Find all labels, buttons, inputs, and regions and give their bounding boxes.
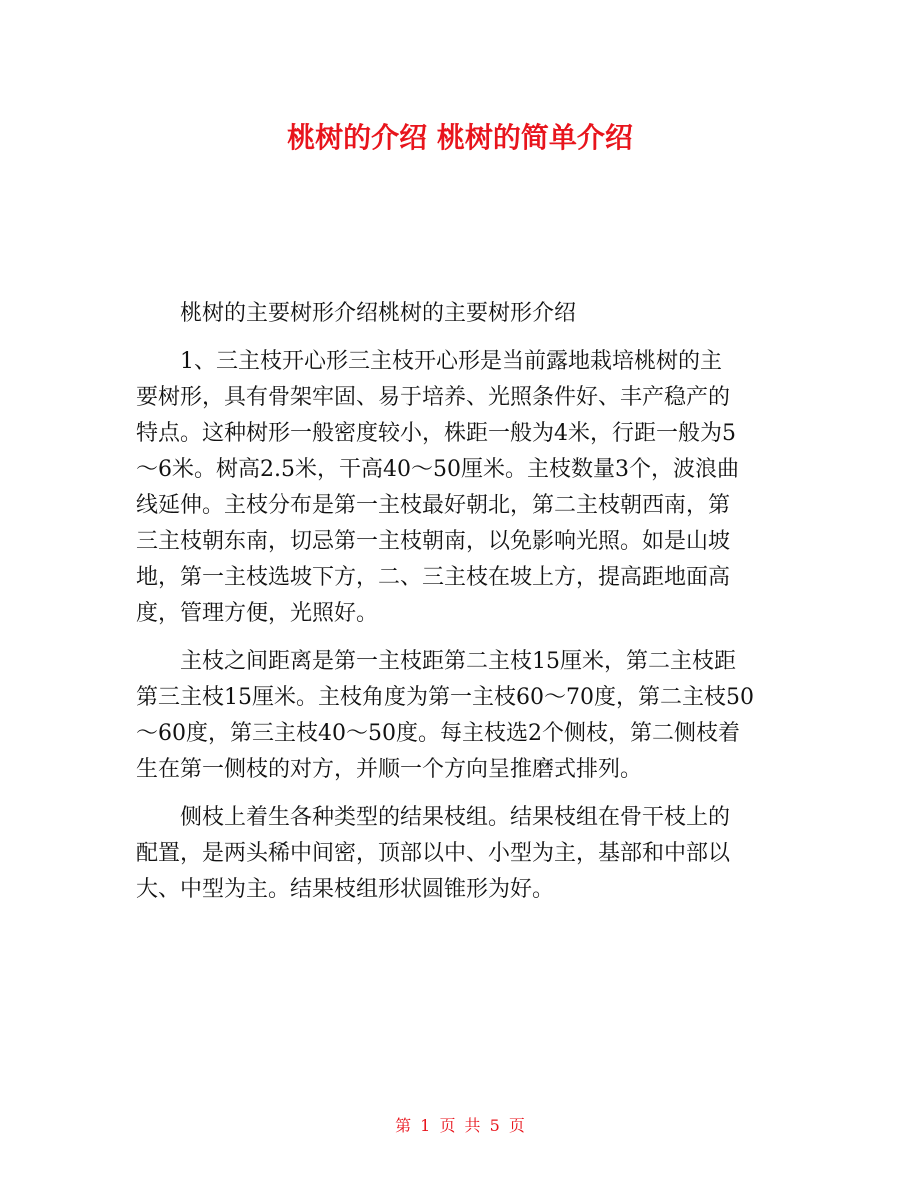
paragraph-line: 大、中型为主。结果枝组形状圆锥形为好。 xyxy=(136,877,555,902)
paragraph-1 xyxy=(136,296,792,332)
document-body xyxy=(136,296,792,920)
paragraph-line: 要树形，具有骨架牢固、易于培养、光照条件好、丰产稳产的 xyxy=(136,385,731,410)
paragraph-line: ～6米。树高2.5米，干高40～50厘米。主枝数量3个，波浪曲 xyxy=(136,457,739,482)
paragraph-line: 侧枝上着生各种类型的结果枝组。结果枝组在骨干枝上的 xyxy=(180,805,731,830)
paragraph-line: 第三主枝15厘米。主枝角度为第一主枝60～70度，第二主枝50 xyxy=(136,685,754,710)
page-number-footer: 第 1 页 共 5 页 xyxy=(395,1116,525,1135)
paragraph-line: 生在第一侧枝的对方，并顺一个方向呈推磨式排列。 xyxy=(136,757,643,782)
paragraph-line: 线延伸。主枝分布是第一主枝最好朝北，第二主枝朝西南，第 xyxy=(136,493,731,518)
paragraph-line: 特点。这种树形一般密度较小，株距一般为4米，行距一般为5 xyxy=(136,421,736,446)
paragraph-line: 三主枝朝东南，切忌第一主枝朝南，以免影响光照。如是山坡 xyxy=(136,529,731,554)
paragraph-line: 桃树的主要树形介绍桃树的主要树形介绍 xyxy=(180,301,577,326)
paragraph-line: 地，第一主枝选坡下方，二、三主枝在坡上方，提高距地面高 xyxy=(136,565,731,590)
paragraph-line: 主枝之间距离是第一主枝距第二主枝15厘米，第二主枝距 xyxy=(180,649,736,674)
paragraph-4 xyxy=(136,800,792,908)
paragraph-3 xyxy=(136,644,792,788)
document-title: 桃树的介绍 桃树的简单介绍 xyxy=(287,121,633,154)
paragraph-line: 度，管理方便，光照好。 xyxy=(136,601,379,626)
paragraph-line: ～60度，第三主枝40～50度。每主枝选2个侧枝，第二侧枝着 xyxy=(136,721,740,746)
paragraph-line: 1、三主枝开心形三主枝开心形是当前露地栽培桃树的主 xyxy=(180,349,722,374)
paragraph-2 xyxy=(136,344,792,632)
paragraph-line: 配置，是两头稀中间密，顶部以中、小型为主，基部和中部以 xyxy=(136,841,731,866)
